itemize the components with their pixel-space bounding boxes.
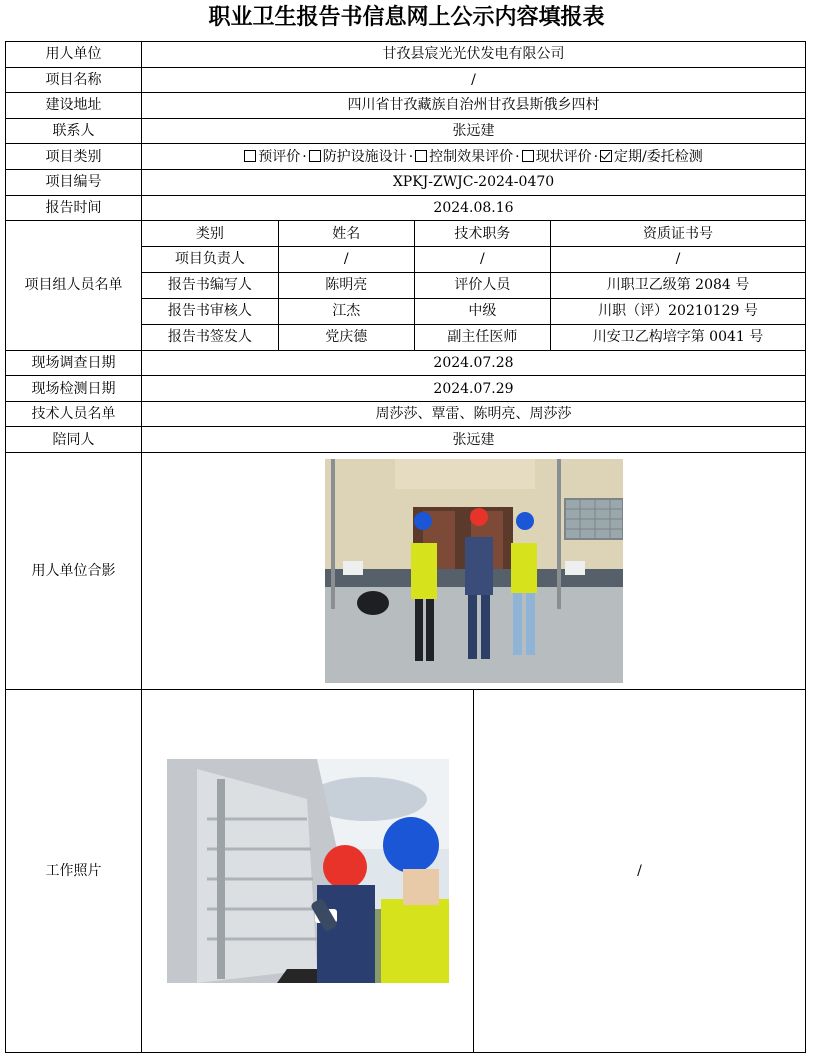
checkbox-checked-icon [600,150,612,162]
work-photo-image [167,759,449,983]
team-header: 类别 [142,221,278,246]
label-contact: 联系人 [6,118,142,144]
team-table-cell [142,221,806,350]
label-project-no: 项目编号 [6,169,142,195]
value-companion: 张远建 [142,427,806,453]
team-name: 陈明亮 [278,272,414,298]
team-table [142,221,805,349]
label-project-name: 项目名称 [6,67,142,93]
label-work-photo: 工作照片 [6,689,142,1052]
team-header: 资质证书号 [551,221,806,246]
team-role: 报告书审核人 [142,298,278,324]
separator: · [515,148,520,165]
team-name: 党庆德 [278,324,414,349]
checkbox-icon [415,150,427,162]
label-address: 建设地址 [6,93,142,119]
label-team: 项目组人员名单 [6,221,142,350]
group-photo-cell [142,452,806,689]
option-pre-evaluation[interactable]: 预评价 [244,149,300,165]
work-photo-split [142,690,805,1052]
row-project-name [6,67,806,93]
row-test-date [6,376,806,402]
team-header: 技术职务 [414,221,550,246]
row-team [6,221,806,350]
team-header-row [142,221,805,246]
value-contact: 张远建 [142,118,806,144]
work-photo-right: / [637,862,642,879]
value-project-no: XPKJ-ZWJC-2024-0470 [142,169,806,195]
label-group-photo: 用人单位合影 [6,452,142,689]
work-photo-cell [142,689,806,1052]
row-project-no [6,169,806,195]
project-type-options [142,144,806,170]
team-row [142,324,805,349]
team-role: 报告书签发人 [142,324,278,349]
team-header: 姓名 [278,221,414,246]
team-row [142,247,805,273]
team-cert: 川安卫乙构培字第 0041 号 [592,329,764,346]
value-project-name: / [142,67,806,93]
row-technicians [6,401,806,427]
row-contact [6,118,806,144]
value-address: 四川省甘孜藏族自治州甘孜县斯俄乡四村 [142,93,806,119]
value-report-date: 2024.08.16 [142,195,806,221]
value-test-date: 2024.07.29 [142,376,806,402]
option-control-effect[interactable]: 控制效果评价 [415,149,513,165]
separator: · [302,148,307,165]
row-address [6,93,806,119]
work-photo-left [142,690,474,1052]
row-group-photo [6,452,806,689]
team-cert: 川职卫乙级第 2084 号 [551,272,806,298]
row-companion [6,427,806,453]
separator: · [408,148,414,165]
label-employer: 用人单位 [6,42,142,68]
label-test-date: 现场检测日期 [6,376,142,402]
disclosure-form [5,41,806,1053]
team-title: 评价人员 [414,272,550,298]
team-title: 副主任医师 [414,324,550,349]
checkbox-icon [309,150,321,162]
value-survey-date: 2024.07.28 [142,350,806,376]
row-survey-date [6,350,806,376]
team-cert: / [551,247,806,273]
page-title: 职业卫生报告书信息网上公示内容填报表 [208,5,605,30]
team-row [142,298,805,324]
option-periodic-testing[interactable]: 定期/委托检测 [600,149,703,165]
separator: · [593,148,599,165]
group-photo-image [325,459,623,683]
row-work-photo [6,689,806,1052]
label-project-type: 项目类别 [6,144,142,170]
row-project-type [6,144,806,170]
team-role: 报告书编写人 [142,272,278,298]
option-protection-design[interactable]: 防护设施设计 [309,149,407,165]
label-survey-date: 现场调查日期 [6,350,142,376]
team-title: / [414,247,550,273]
option-status-evaluation[interactable]: 现状评价 [522,149,592,165]
value-technicians: 周莎莎、覃雷、陈明亮、周莎莎 [142,401,806,427]
checkbox-icon [522,150,534,162]
row-report-date [6,195,806,221]
label-companion: 陪同人 [6,427,142,453]
team-role: 项目负责人 [142,247,278,273]
checkbox-icon [244,150,256,162]
team-row [142,272,805,298]
team-title: 中级 [414,298,550,324]
value-employer: 甘孜县宸光光伏发电有限公司 [142,42,806,68]
team-name: 江杰 [278,298,414,324]
label-report-date: 报告时间 [6,195,142,221]
label-technicians: 技术人员名单 [6,401,142,427]
row-employer [6,42,806,68]
team-name: / [278,247,414,273]
team-cert: 川职（评）20210129 号 [551,298,806,324]
